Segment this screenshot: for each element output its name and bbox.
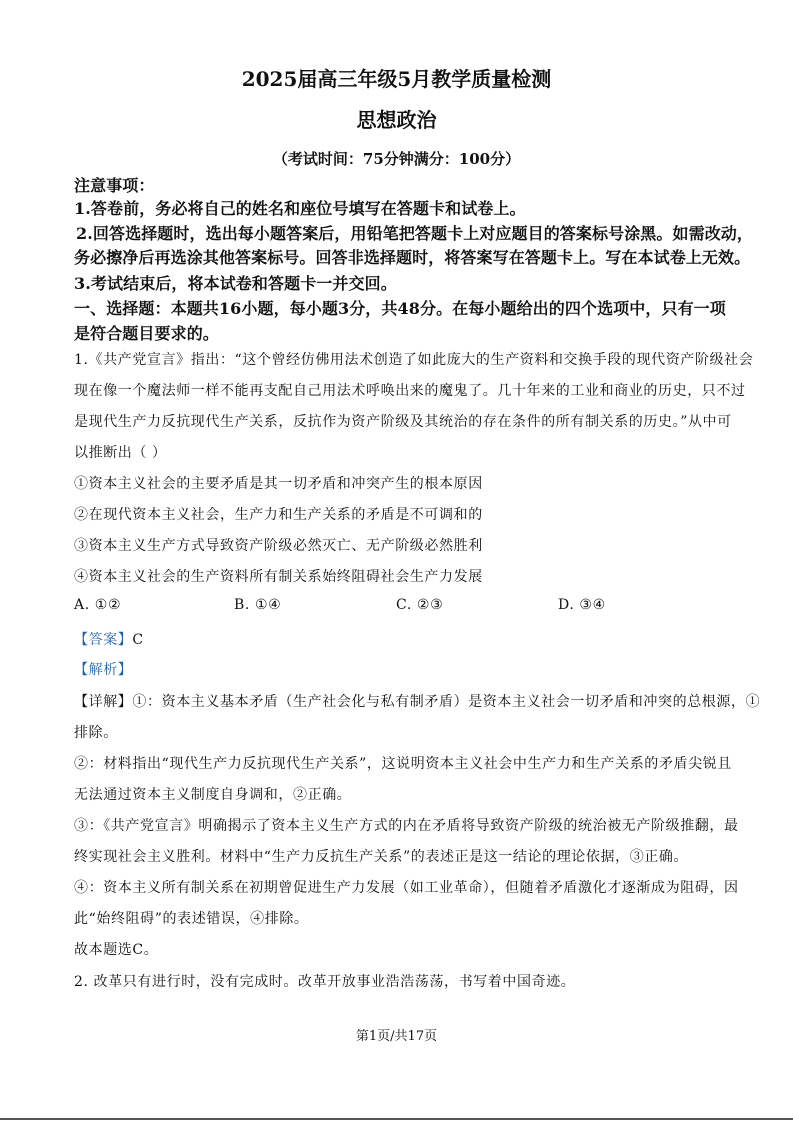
subject-title: 思想政治 — [356, 108, 437, 132]
q1-detail-line-8: 此“始终阻碍”的表述错误，④排除。 — [74, 911, 309, 927]
q1-option-b: B. ①④ — [234, 597, 282, 613]
q1-stem-line-2: 现在像一个魔法师一样不能再支配自己用法术呼唤出来的魔鬼了。几十年来的工业和商业的历史，只不过 — [74, 383, 746, 399]
exam-title: 2025届高三年级5月教学质量检测 — [241, 67, 552, 91]
q1-detail-line-2: 排除。 — [74, 725, 118, 741]
q1-detail-line-6: 终实现社会主义胜利。材料中“生产力反抗生产关系”的表述正是这一结论的理论依据，③正确。 — [74, 849, 689, 865]
notice-item-2-line-1: 2.回答选择题时，选出每小题答案后，用铅笔把答题卡上对应题目的答案标号涂黑。如需改动， — [76, 224, 754, 243]
q1-statement-1: ①资本主义社会的主要矛盾是其一切矛盾和冲突产生的根本原因 — [74, 476, 483, 492]
detail-label: 【详解】 — [74, 694, 133, 710]
q1-option-a: A. ①② — [74, 597, 122, 613]
notice-item-3: 3.考试结束后，将本试卷和答题卡一并交回。 — [74, 274, 397, 293]
q1-stem-line-1: 1.《共产党宣言》指出：“这个曾经仿佛用法术创造了如此庞大的生产资料和交换手段的现代资产阶级社会 — [74, 352, 754, 368]
answer-value: C — [132, 632, 144, 648]
q1-stem-line-4: 以推断出（ ） — [74, 445, 167, 461]
page-number: 第1页/共17页 — [355, 1029, 438, 1044]
q1-statement-4: ④资本主义社会的生产资料所有制关系始终阻碍社会生产力发展 — [74, 569, 483, 585]
q1-detail-line-3: ②：材料指出“现代生产力反抗现代生产关系”，这说明资本主义社会中生产力和生产关系的矛盾尖锐且 — [74, 756, 732, 772]
section-heading-line-1: 一、选择题：本题共16小题，每小题3分，共48分。在每小题给出的四个选项中，只有一项 — [74, 299, 726, 318]
page-bottom-rule — [0, 1118, 793, 1120]
q1-detail-line-5: ③：《共产党宣言》明确揭示了资本主义生产方式的内在矛盾将导致资产阶级的统治被无产阶级推翻，最 — [74, 818, 739, 834]
q1-detail-line-4: 无法通过资本主义制度自身调和，②正确。 — [74, 787, 352, 803]
q1-stem-line-3: 是现代生产力反抗现代生产关系，反抗作为资产阶级及其统治的存在条件的所有制关系的历史。”从中可 — [74, 414, 732, 430]
q1-detail-line-1 — [74, 691, 760, 711]
q1-conclusion: 故本题选C。 — [74, 942, 159, 958]
notice-item-1: 1.答卷前，务必将自己的姓名和座位号填写在答题卡和试卷上。 — [74, 199, 526, 218]
q2-stem: 2. 改革只有进行时，没有完成时。改革开放事业浩浩荡荡，书写着中国奇迹。 — [74, 974, 576, 990]
answer-label: 【答案】 — [74, 632, 133, 648]
q1-option-c: C. ②③ — [396, 597, 444, 613]
exam-info: （考试时间：75分钟满分：100分） — [272, 150, 521, 168]
q1-option-d: D. ③④ — [558, 597, 606, 613]
notice-item-2-line-2: 务必擦净后再选涂其他答案标号。回答非选择题时，将答案写在答题卡上。写在本试卷上无效。 — [74, 248, 751, 267]
q1-statement-2: ②在现代资本主义社会，生产力和生产关系的矛盾是不可调和的 — [74, 507, 483, 523]
analysis-label: 【解析】 — [74, 662, 133, 678]
detail-text: ①：资本主义基本矛盾（生产社会化与私有制矛盾）是资本主义社会一切矛盾和冲突的总根源，① — [132, 694, 761, 710]
q1-detail-line-7: ④：资本主义所有制关系在初期曾促进生产力发展（如工业革命），但随着矛盾激化才逐渐成为阻碍，因 — [74, 880, 739, 896]
q1-statement-3: ③资本主义生产方式导致资产阶级必然灭亡、无产阶级必然胜利 — [74, 538, 483, 554]
notice-heading: 注意事项： — [74, 176, 155, 195]
q1-answer — [74, 629, 144, 649]
section-heading-line-2: 是符合题目要求的。 — [74, 324, 219, 343]
